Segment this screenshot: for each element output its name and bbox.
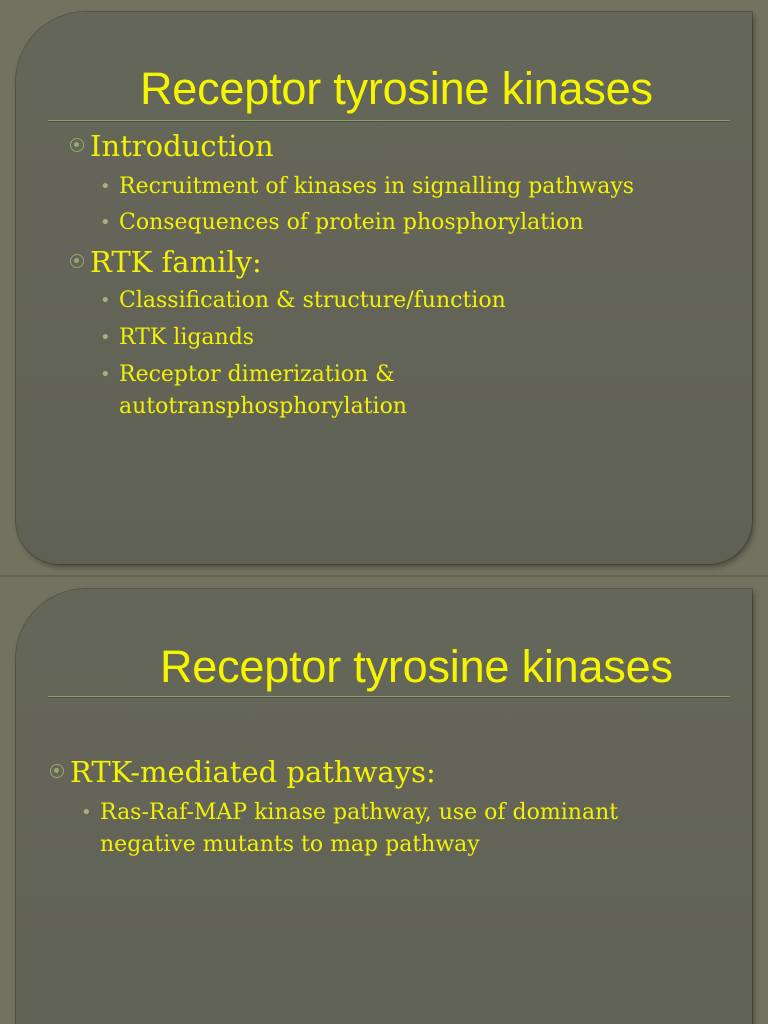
slide-2-bullet-rtk-pathways	[70, 755, 436, 789]
slide-2-subbullet-1	[81, 797, 619, 861]
slide-1-subbullet-2	[100, 207, 584, 239]
bullet-marker-icon	[50, 764, 64, 778]
slide-1-subbullet-3	[100, 285, 506, 317]
slide-1-bullet-rtk-family	[90, 245, 262, 279]
slide-2-title-rule	[48, 696, 730, 697]
slide-1-subbullet-4	[100, 322, 255, 354]
slide-2-title: Receptor tyrosine kinases	[160, 641, 673, 692]
subbullet-text-continued: negative mutants to map pathway	[100, 832, 480, 857]
slide-1-title: Receptor tyrosine kinases	[140, 63, 653, 114]
subbullet-dot-icon: •	[81, 802, 92, 823]
subbullet-dot-icon: •	[100, 364, 111, 385]
subbullet-dot-icon: •	[100, 176, 111, 197]
subbullet-text: Receptor dimerization &	[119, 362, 395, 387]
slide-1-title-rule	[48, 120, 730, 121]
subbullet-text-continued: autotransphosphorylation	[119, 394, 407, 419]
slide-1-subbullet-1	[100, 171, 635, 203]
subbullet-text: Recruitment of kinases in signalling pathways	[119, 174, 635, 199]
slide-1-subbullet-5	[100, 359, 407, 423]
subbullet-dot-icon: •	[100, 327, 111, 348]
bullet-label: RTK family:	[90, 245, 262, 279]
bullet-marker-icon	[70, 254, 84, 268]
bullet-marker-icon	[70, 138, 84, 152]
subbullet-dot-icon: •	[100, 290, 111, 311]
slide-1-bullet-introduction	[90, 129, 274, 163]
subbullet-text: Classification & structure/function	[119, 288, 506, 313]
bullet-label: Introduction	[90, 129, 274, 163]
bullet-label: RTK-mediated pathways:	[70, 755, 436, 789]
subbullet-text: Ras-Raf-MAP kinase pathway, use of dominant	[100, 800, 619, 825]
subbullet-text: RTK ligands	[119, 325, 255, 350]
subbullet-text: Consequences of protein phosphorylation	[119, 210, 584, 235]
subbullet-dot-icon: •	[100, 212, 111, 233]
